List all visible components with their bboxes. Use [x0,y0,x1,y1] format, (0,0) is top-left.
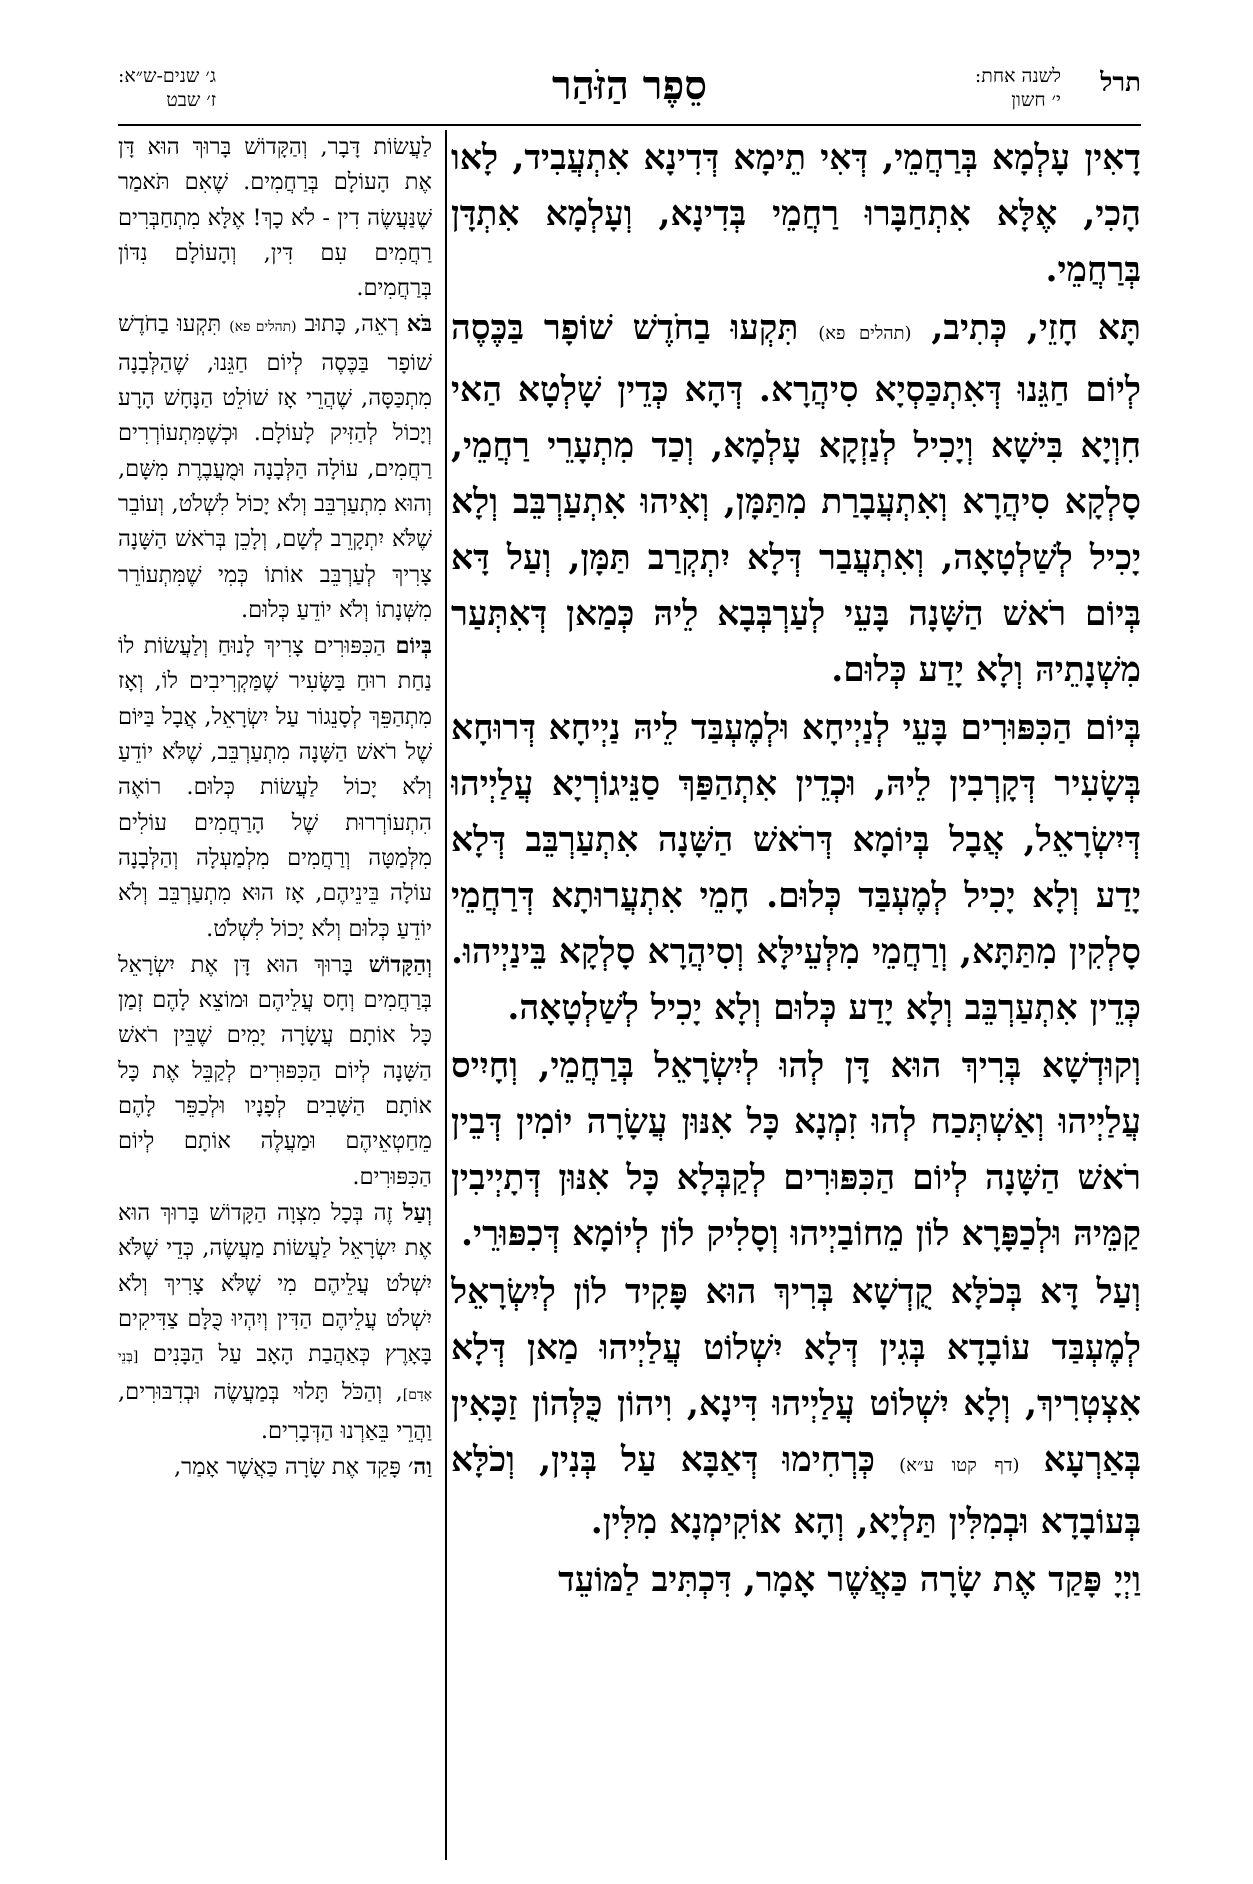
main-paragraph [451,1038,1141,1262]
side-paragraph [118,1196,432,1449]
paragraph-text: לַעֲשׂוֹת דָּבָר, וְהַקָּדוֹשׁ בָּרוּךְ הוּא דָּן אֶת הָעוֹלָם בְּרַחֲמִים. שֶׁאִם תֹּאמַר שֶׁנַּעֲשֶׂה דִין - לֹא כָךְ! אֶלָּא מִתְחַבְּרִים רַחֲמִים עִם דִּין, וְהָעוֹלָם נִדּוֹן בְּרַחֲמִים. [118,134,432,302]
paragraph-lead-word: תָּא חָזֵי [1038,308,1141,348]
page-header [118,62,1141,126]
running-head-right-line1: לשנה אחת: [974,65,1061,87]
aramaic-text-column [451,130,1141,1860]
side-paragraph [118,307,432,628]
paragraph-lead-word: בְּיוֹם [395,633,432,660]
paragraph-lead-word: וַה׳ [408,1453,432,1480]
running-head-right-line2: י׳ חשון [1011,89,1061,111]
running-head-left [118,64,216,112]
running-head-left-line1: ג׳ שנים-ש״א: [118,65,217,87]
paragraph-text: פָּקַד אֶת שָׂרָה כַּאֲשֶׁר אָמַר, [174,1453,409,1480]
paragraph-text: הַכִּפּוּרִים בָּעֵי לְנַיְיחָא וּלְמֶעְבַּד לֵיהּ נַיְיחָא דְּרוּחָא בְּשָׂעִיר דְּקָרְבִין לֵיהּ, וּכְדֵין אִתְהַפַּךְ סַנֵּיגוֹרְיָא עֲלַיְיהוּ דְּיִשְׂרָאֵל, אֲבָל בְּיוֹמָא דְּרֹאשׁ הַשָּׁנָה אִתְעַרְבֵּב דְּלָא יָדַע וְלָא יָכִיל לְמֶעְבַּד כְּלוּם. חָמֵי אִתְעֲרוּתָא דְּרַחֲמֵי סָלְקִין מִתַּתָּא, וְרַחֲמֵי מִלְּעֵילָּא וְסִיהֲרָא סָלְקָא בֵּינַיְיהוּ. כְּדֵין אִתְעַרְבֵּב וְלָא יָדַע כְּלוּם וְלָא יָכִיל לְשַׁלְטָאָה. [451,708,1141,1028]
running-head-left-line2: ז׳ שבט [166,89,217,111]
source-reference: (תהלים פא) [229,319,297,336]
source-reference: (דף קטו ע״א) [899,1455,1020,1476]
main-paragraph [451,700,1141,1036]
main-paragraph [451,130,1141,298]
paragraph-text: , וְהַכֹּל תָּלוּי בְּמַעֲשֶׂה וּבְדִבּוּרִים, וַהֲרֵי בֵּאַרְנוּ הַדְּבָרִים. [118,1379,432,1444]
paragraph-lead-word: בְּיוֹם [1084,708,1141,748]
paragraph-text: פָּקַד אֶת שָׂרָה כַּאֲשֶׁר אָמָר, דִּכְתִּיב לַמּוֹעֵד [558,1560,1115,1600]
paragraph-text: , כְּתִיב, [911,308,1039,348]
paragraph-text: כְּרְחִימוּ דְּאַבָּא עַל בְּנִין, וְכֹלָּא בְּעוֹבָדָא וּבְמִלִּין תַּלְיָא, וְהָא אוֹקִימְנָא מִלִּין. [451,1440,1141,1542]
paragraph-text: דָּא בְּכֹלָּא קֻדְשָׁא בְּרִיךְ הוּא פָּקִיד לוֹן לְיִשְׂרָאֵל לְמֶעְבַּד עוֹבָדָא בְּגִין דְּלָא יִשְׁלוֹט עֲלַיְיהוּ מַאן דְּלָא אִצְטְרִיךְ, וְלָא יִשְׁלוֹט עֲלַיְיהוּ דִּינָא, וִיהוֹן כֻּלְּהוֹן זַכָּאִין בְּאַרְעָא [451,1272,1141,1480]
paragraph-lead-word: וַיְיָ [1114,1560,1141,1600]
source-reference: (תהלים פא) [818,323,912,344]
paragraph-lead-word: וְקוּדְשָׁא [1041,1046,1141,1086]
side-paragraph [118,948,432,1195]
paragraph-text: תִּקְעוּ בַחֹדֶשׁ שׁוֹפָר בַּכֶּסֶה לְיוֹם חַגֵּנוּ דְּאִתְכַּסְיָא סִיהֲרָא. דְּהָא כְּדֵין שָׁלְטָא הַאי חִוְיָא בִּישָׁא וְיָכִיל לְנַזְקָא עָלְמָא, וְכַד מִתְעָרֵי רַחֲמֵי, סָלְקָא סִיהֲרָא וְאִתְעֲבָרַת מִתַּמָּן, וְאִיהוּ אִתְעַרְבֵּב וְלָא יָכִיל לְשַׁלְטָאָה, וְאִתְעֲבַר דְּלָא יִתְקְרַב תַּמָּן, וְעַל דָּא בְּיוֹם רֹאשׁ הַשָּׁנָה בָּעֵי לְעַרְבְּבָא לֵיהּ כְּמַאן דְּאִתְּעַר מִשְׁנָתֵיהּ וְלָא יָדַע כְּלוּם. [451,308,1141,690]
side-paragraph [118,1450,432,1485]
column-divider [445,130,447,1860]
paragraph-text: זֶה בְּכָל מִצְוָה הַקָּדוֹשׁ בָּרוּךְ הוּא אֶת יִשְׂרָאֵל לַעֲשׂוֹת מַעֲשֶׂה, כְּדֵי שֶׁלֹּא יִשְׁלֹט עֲלֵיהֶם מִי שֶׁלֹּא צָרִיךְ וְלֹא יִשְׁלֹט עֲלֵיהֶם הַדִּין וְיִהְיוּ כֻּלָּם צַדִּיקִים בָּאָרֶץ כְּאַהֲבַת הָאָב עַל הַבָּנִים [118,1199,432,1368]
paragraph-lead-word: וְהַקָּדוֹשׁ [368,951,432,978]
paragraph-text: רְאֵה, כָּתוּב [296,311,407,338]
main-paragraph [451,1552,1141,1608]
paragraph-lead-word: וְעַל [1096,1272,1141,1312]
paragraph-text: תִּקְעוּ בַחֹדֶשׁ שׁוֹפָר בַּכֶּסֶה לְיוֹם חַגֵּנוּ, שֶׁהַלְּבָנָה מִתְכַּסָּה, שֶׁהֲרֵי אָז שׁוֹלֵט הַנָּחָשׁ הָרָע וְיָכוֹל לְהַזִּיק לָעוֹלָם. וּכְשֶׁמִּתְעוֹרְרִים רַחֲמִים, עוֹלָה הַלְּבָנָה וּמֻעֲבֶרֶת מִשָּׁם, וְהוּא מִתְעַרְבֵּב וְלֹא יָכוֹל לִשְׁלֹט, וְעוֹבֵר שֶׁלֹּא יִתְקָרֵב לְשָׁם, וְלָכֵן בְּרֹאשׁ הַשָּׁנָה צָרִיךְ לְעַרְבֵּב אוֹתוֹ כְּמִי שֶׁמִּתְעוֹרֵר מִשְּׁנָתוֹ וְלֹא יוֹדֵעַ כְּלוּם. [118,311,432,623]
paragraph-text: בְּרִיךְ הוּא דָּן לְהוּ לְיִשְׂרָאֵל בְּרַחֲמֵי, וְחָיִיס עֲלַיְיהוּ וְאַשְׁתְּכַח לְהוּ זִמְנָא כָּל אִנּוּן עֲשָׂרָה יוֹמִין דְּבֵין רֹאשׁ הַשָּׁנָה לְיוֹם הַכִּפּוּרִים לְקַבְּלָא כָּל אִנּוּן דְּתָיְיבִין קַמֵּיהּ וּלְכַפָּרָא לוֹן מֵחוֹבַיְיהוּ וְסָלִיק לוֹן לְיוֹמָא דְּכִפּוּרֵי. [451,1046,1141,1254]
paragraph-text: בָּרוּךְ הוּא דָּן אֶת יִשְׂרָאֵל בְּרַחֲמִים וְחָס עֲלֵיהֶם וּמוֹצֵא לָהֶם זְמַן כָּל אוֹתָם עֲשָׂרָה יָמִים שֶׁבֵּין רֹאשׁ הַשָּׁנָה לְיוֹם הַכִּפּוּרִים לְקַבֵּל אֶת כָּל אוֹתָם הַשָּׁבִים לְפָנָיו וּלְכַפֵּר לָהֶם מֵחַטְאֵיהֶם וּמַעֲלֶה אוֹתָם לְיוֹם הַכִּפּוּרִים. [118,951,432,1190]
paragraph-lead-word: וְעַל [402,1199,432,1226]
paragraph-text: דָאִין עָלְמָא בְּרַחֲמֵי, דְּאִי תֵימָא דְּדִינָא אִתְעֲבִיד, לָאו הָכִי, אֶלָּא אִתְחַבָּרוּ רַחֲמֵי בְּדִינָא, וְעָלְמָא אִתְדָּן בְּרַחֲמֵי. [451,138,1141,290]
side-paragraph [118,130,432,306]
side-paragraph [118,629,432,947]
book-title: סֵפֶר הַזֹּהַר [552,62,707,109]
paragraph-lead-word: בֹּא [406,311,432,338]
page-number: תרל [1100,68,1141,98]
main-paragraph [451,1264,1141,1550]
paragraph-text: הַכִּפּוּרִים צָרִיךְ לָנוּחַ וְלַעֲשׂוֹת לוֹ נַחַת רוּחַ בַּשָּׂעִיר שֶׁמַּקְרִיבִים לוֹ, וְאָז מִתְהַפֵּךְ לְסָנֵגוֹר עַל יִשְׂרָאֵל, אֲבָל בַּיּוֹם שֶׁל רֹאשׁ הַשָּׁנָה מִתְעַרְבֵּב, שֶׁלֹּא יוֹדֵעַ וְלֹא יָכוֹל לַעֲשׂוֹת כְּלוּם. רוֹאֶה הִתְעוֹרְרוּת שֶׁל הָרַחֲמִים עוֹלִים מִלְּמַטָּה וְרַחֲמִים מִלְמַעְלָה וְהַלְּבָנָה עוֹלָה בֵּינֵיהֶם, אָז הוּא מִתְעַרְבֵּב וְלֹא יוֹדֵעַ כְּלוּם וְלֹא יָכוֹל לִשְׁלֹט. [118,633,432,942]
main-paragraph [451,300,1141,698]
hebrew-translation-column [118,130,432,1860]
source-reference: [בְּנֵי אָדָם] [118,1349,432,1404]
